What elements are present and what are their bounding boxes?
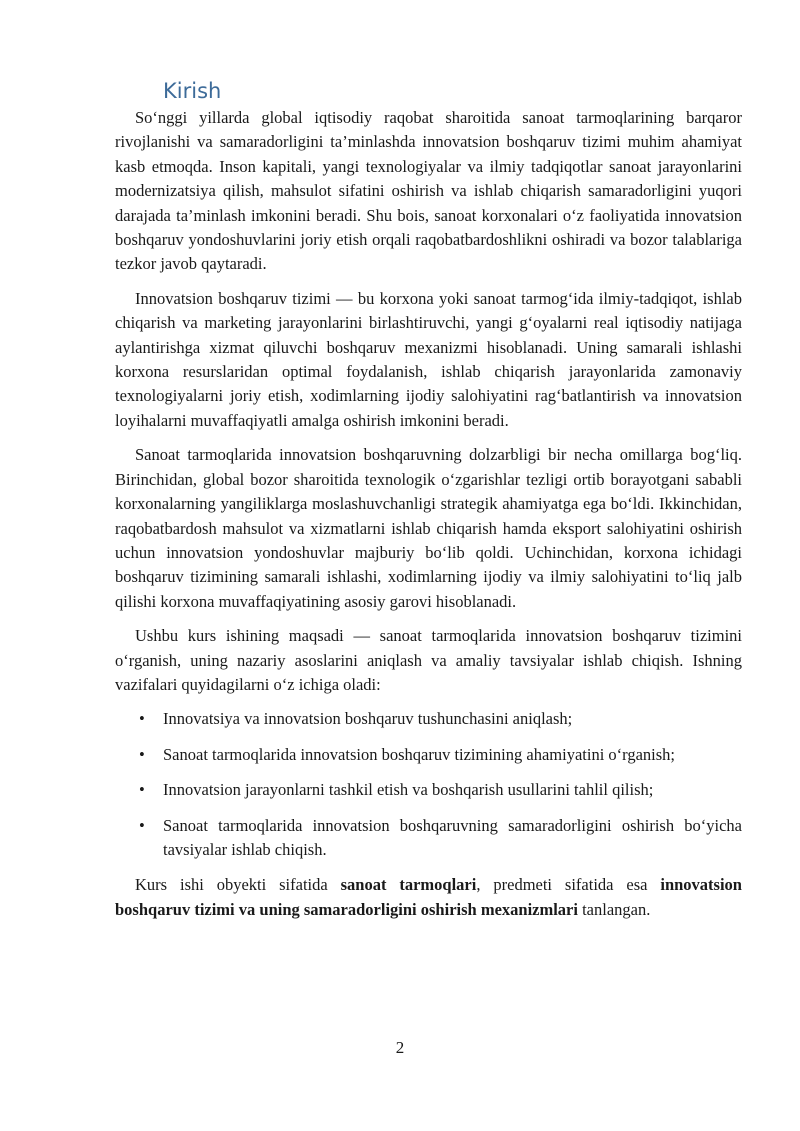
closing-text-2: , predmeti sifatida esa: [476, 875, 661, 895]
list-item-text: Sanoat tarmoqlarida innovatsion boshqaruv tizimining ahamiyatini o‘rganish;: [163, 744, 676, 764]
closing-bold-subject: innovatsion boshqaruv tizimi va uning samaradorligini oshirish mexanizmlari: [115, 875, 742, 919]
section-heading: Kirish: [163, 79, 222, 103]
list-item: [115, 778, 742, 802]
closing-text-1: Kurs ishi obyekti sifatida: [135, 875, 341, 895]
bullet-icon: •: [139, 744, 145, 764]
bullet-icon: •: [139, 780, 145, 800]
bullet-icon: •: [139, 709, 145, 729]
bullet-icon: •: [139, 815, 145, 835]
page-number: 2: [395, 1038, 405, 1057]
list-item-text: Innovatsion jarayonlarni tashkil etish va boshqarish usullarini tahlil qilish;: [163, 780, 654, 800]
list-item-text: Sanoat tarmoqlarida innovatsion boshqaruvning samaradorligini oshirish bo‘yicha tavsiyalar ishlab chiqish.: [163, 815, 742, 859]
paragraph-definition: Innovatsion boshqaruv tizimi — bu korxona yoki sanoat tarmog‘ida ilmiy-tadqiqot, ishlab chiqarish va marketing jarayonlarini birlashtiruvchi, yangi g‘oyalarni real iqtisodiy natijaga aylantirishga xizmat qiluvchi boshqaruv mexanizmi hisoblanadi. Uning samarali ishlashi korxona resurslaridan optimal foydalanish, ishlab chiqarish jarayonlarida zamonaviy texnologiyalarni joriy etish, xodimlarning ijodiy salohiyatini rag‘batlantirish va innovatsion loyihalarni muvaffaqiyatli amalga oshirish imkonini beradi.: [115, 288, 742, 430]
paragraph-intro: So‘nggi yillarda global iqtisodiy raqobat sharoitida sanoat tarmoqlarining barqaror rivojlanishi va samaradorligini ta’minlashda innovatsion boshqaruv tizimi muhim ahamiyat kasb etmoqda. Inson kapitali, yangi texnologiyalar va ilmiy tadqiqotlar sanoat jarayonlarini modernizatsiya qilish, mahsulot sifatini oshirish va ishlab chiqarish samaradorligini yuqori darajada ta’minlash imkonini beradi. Shu bois, sanoat korxonalari o‘z faoliyatida innovatsion boshqaruv yondoshuvlarini joriy etish orqali raqobatbardoshlikni oshiradi va bozor talablariga tezkor javob qaytaradi.: [115, 108, 742, 274]
list-item: [115, 707, 742, 731]
list-item: [115, 743, 742, 767]
closing-bold-object: sanoat tarmoqlari: [340, 875, 477, 895]
task-list: [115, 707, 742, 862]
paragraph-goal: Ushbu kurs ishining maqsadi — sanoat tarmoqlarida innovatsion boshqaruv tizimini o‘rganish, uning nazariy asoslarini aniqlash va amaliy tavsiyalar ishlab chiqish. Ishning vazifalari quyidagilarni o‘z ichiga oladi:: [115, 626, 742, 694]
closing-text-3: tanlangan.: [577, 899, 651, 919]
paragraph-object-subject: [115, 873, 742, 922]
list-item: [115, 814, 742, 863]
list-item-text: Innovatsiya va innovatsion boshqaruv tushunchasini aniqlash;: [163, 709, 573, 729]
paragraph-relevance: Sanoat tarmoqlarida innovatsion boshqaruvning dolzarbligi bir necha omillarga bog‘liq. Birinchidan, global bozor sharoitida texnologik o‘zgarishlar tezligi ortib borayotgani sababli korxonalarning yangiliklarga moslashuvchanligi strategik ahamiyatga ega bo‘ldi. Ikkinchidan, raqobatbardosh mahsulot va xizmatlarni ishlab chiqarish hamda eksport salohiyatini oshirish uchun innovatsion yondoshuvlar majburiy bo‘lib qoldi. Uchinchidan, korxona ichidagi boshqaruv tizimining samarali ishlashi, xodimlarning ijodiy va ilmiy salohiyatini to‘liq jalb qilishi korxona muvaffaqiyatining asosiy garovi hisoblanadi.: [115, 445, 742, 611]
